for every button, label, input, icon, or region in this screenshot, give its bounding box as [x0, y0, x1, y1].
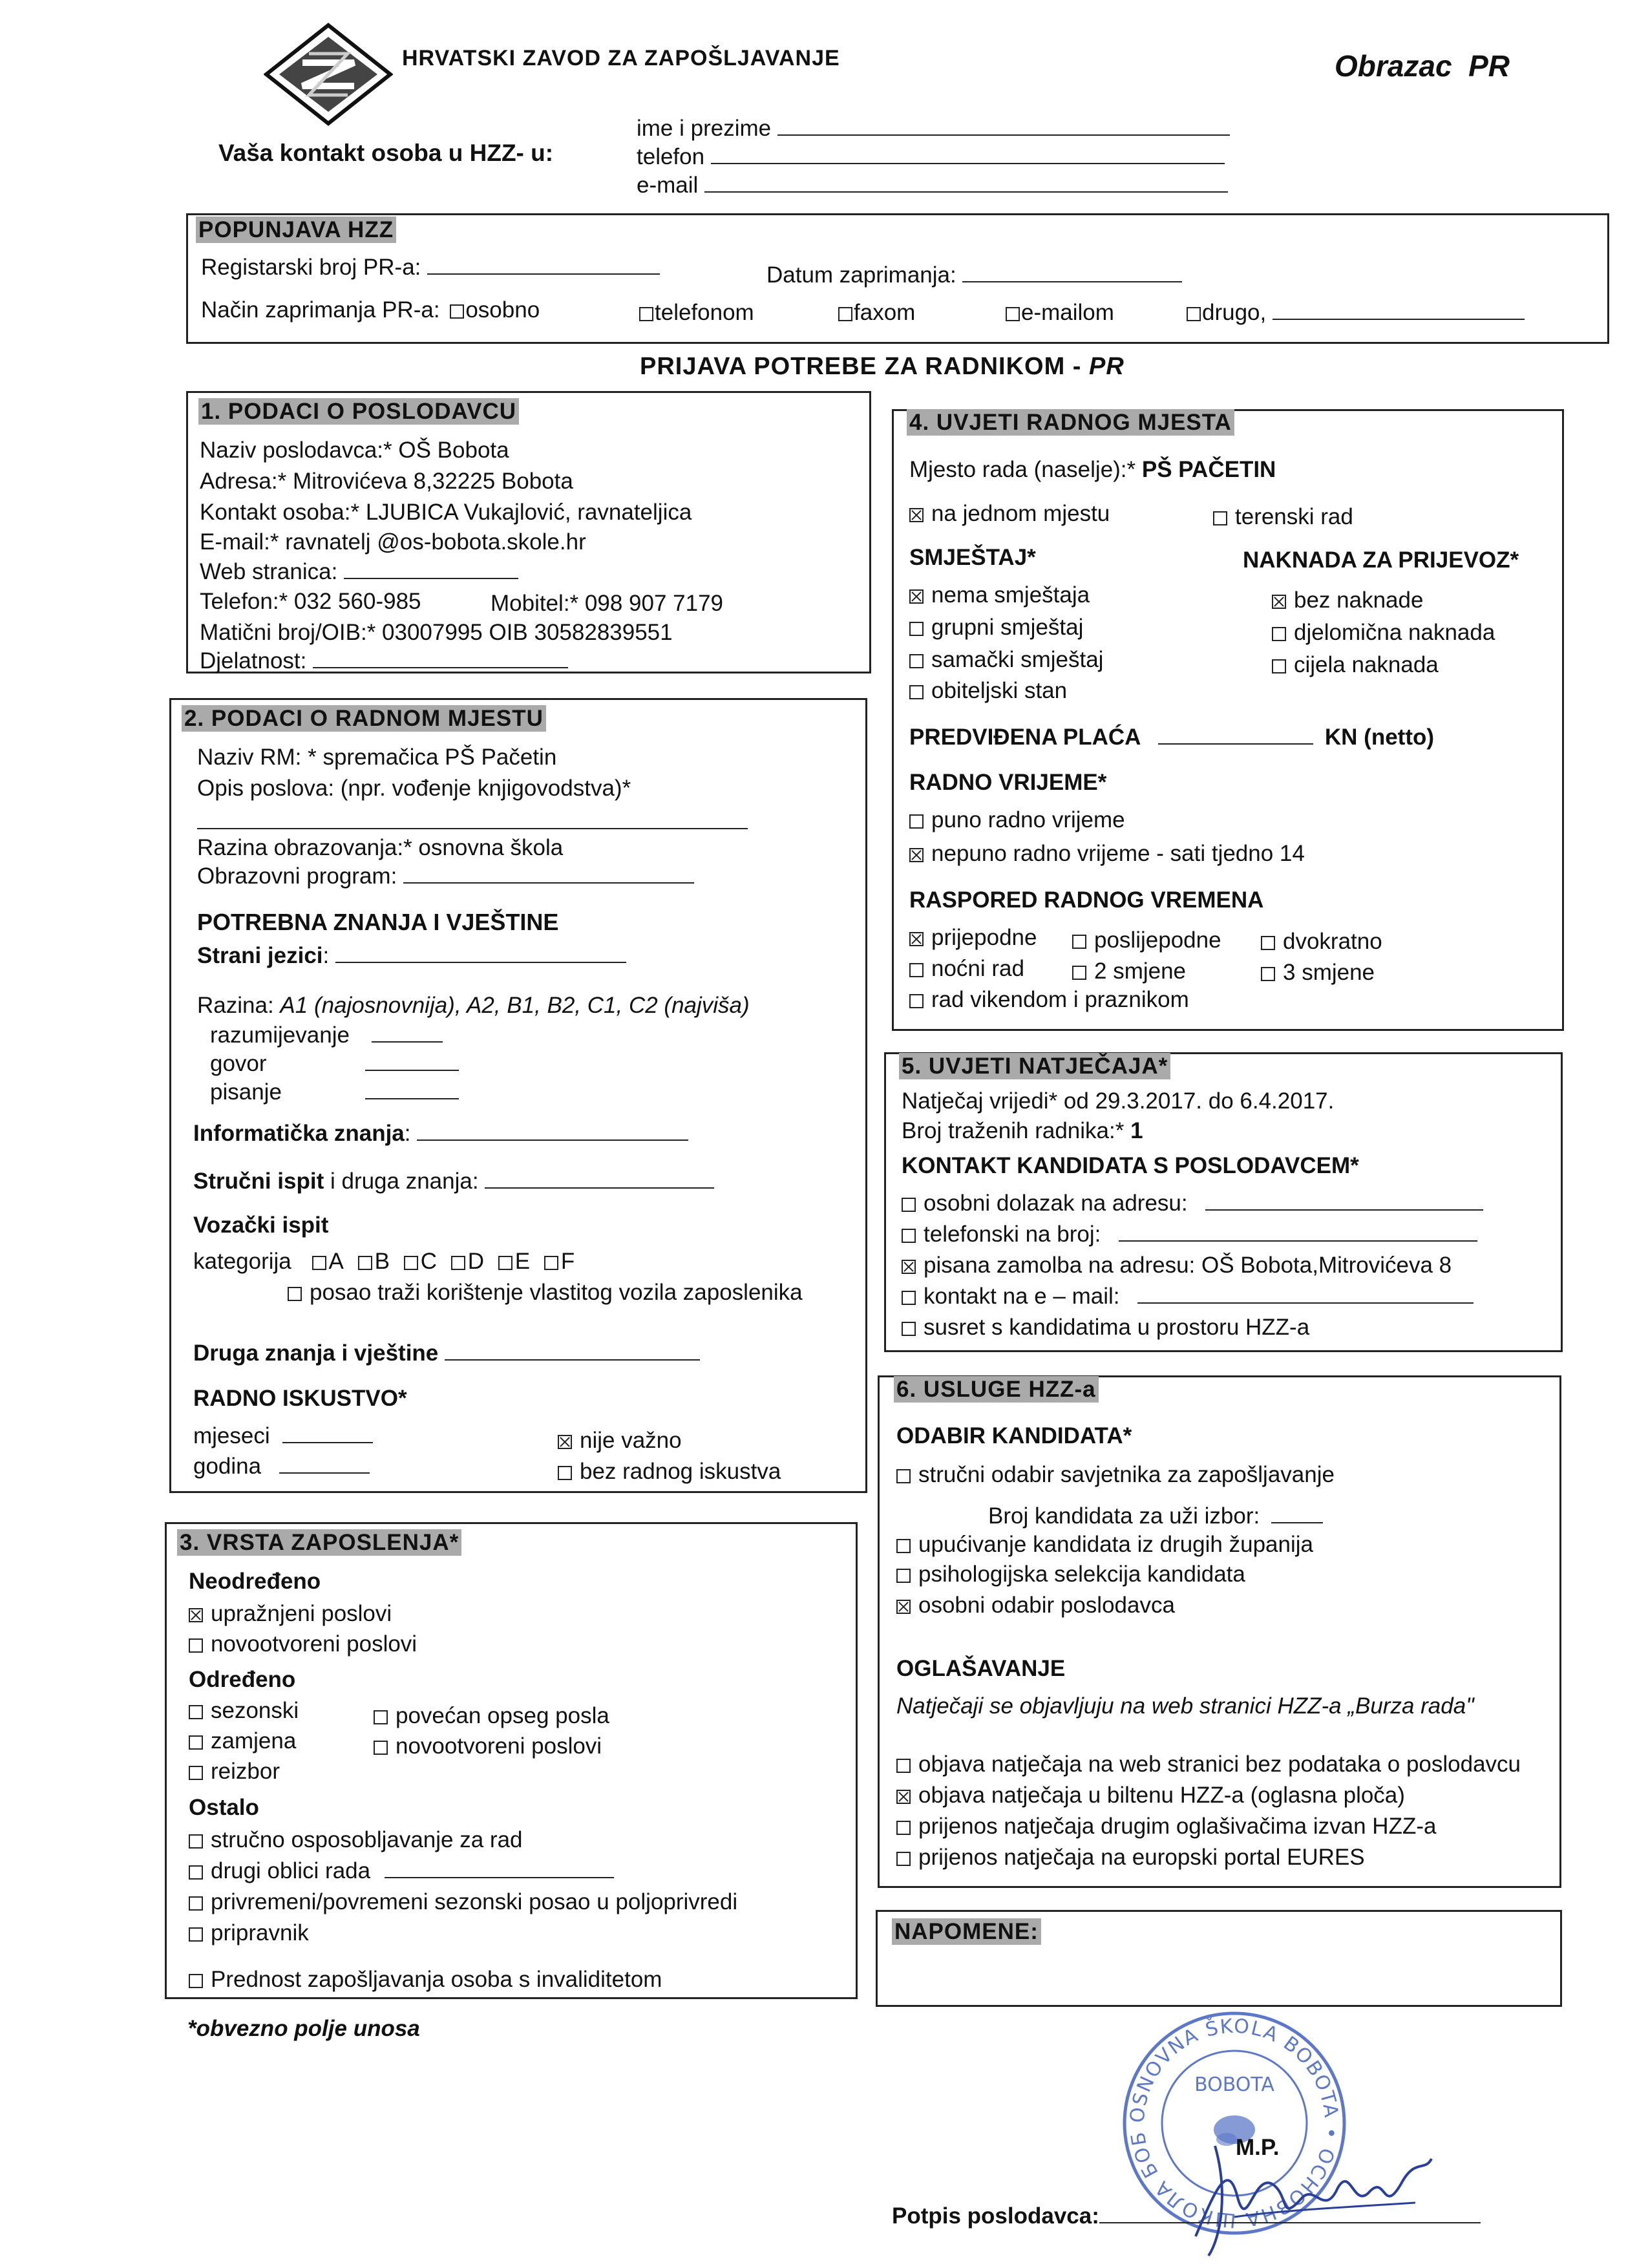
accom-single-checkbox[interactable] — [909, 654, 924, 668]
employer-contact: Kontakt osoba:* LJUBICA Vukajlović, ravnateljica — [200, 500, 692, 525]
other-seasonal-agri-label: privremeni/povremeni sezonski posao u poljoprivredi — [211, 1889, 738, 1914]
years-row[interactable] — [193, 1453, 370, 1479]
section-work-conditions — [892, 409, 1564, 1031]
method-label: Način zaprimanja PR-a: — [201, 297, 440, 323]
stamp-center-text: BOBOTA — [1194, 2073, 1274, 2096]
employer-name: Naziv poslodavca:* OŠ Bobota — [200, 438, 509, 463]
contact-hzz-checkbox[interactable] — [902, 1322, 916, 1336]
form-title: PRIJAVA POTREBE ZA RADNIKOM - PR — [640, 353, 1125, 380]
other-intern-checkbox[interactable] — [189, 1927, 203, 1942]
accom-single-label: samački smještaj — [931, 647, 1104, 672]
adv-eures-checkbox[interactable] — [896, 1852, 911, 1866]
accom-none-checkbox[interactable] — [909, 589, 924, 604]
accom-group-label: grupni smještaj — [931, 615, 1084, 640]
sel-advisor-checkbox[interactable] — [896, 1469, 911, 1483]
transport-title: NAKNADA ZA PRIJEVOZ* — [1243, 547, 1519, 573]
contact-email-label: e-mail — [637, 173, 699, 198]
other-skills-row[interactable] — [193, 1340, 700, 1366]
shortlist-row[interactable] — [988, 1503, 1323, 1529]
contact-hzz-label: susret s kandidatima u prostoru HZZ-a — [924, 1315, 1310, 1340]
schedule-morning-checkbox[interactable] — [909, 932, 924, 946]
sel-counties-checkbox[interactable] — [896, 1539, 911, 1553]
category-f-checkbox[interactable] — [544, 1256, 558, 1270]
method-fax-label: faxom — [854, 300, 916, 325]
sel-psych-label: psihologijska selekcija kandidata — [918, 1562, 1245, 1587]
contact-email-row[interactable] — [637, 172, 1228, 198]
disability-checkbox[interactable] — [189, 1974, 203, 1988]
method-other-label: drugo, — [1202, 300, 1267, 325]
activity-label: Djelatnost: — [200, 648, 307, 673]
hzz-box-header: POPUNJAVA HZZ — [196, 217, 396, 243]
notes-header: NAPOMENE: — [892, 1918, 1041, 1945]
method-other-checkbox[interactable] — [1187, 307, 1201, 321]
other-intern-label: pripravnik — [211, 1920, 309, 1945]
adv-other-checkbox[interactable] — [896, 1821, 911, 1835]
section-competition — [884, 1052, 1563, 1352]
method-telefon-checkbox[interactable] — [639, 307, 653, 321]
accom-family-checkbox[interactable] — [909, 685, 924, 699]
contact-letter-label: pisana zamolba na adresu: OŠ Bobota,Mitrovićeva 8 — [924, 1253, 1452, 1278]
transport-partial-checkbox[interactable] — [1272, 627, 1286, 641]
accommodation-title: SMJEŠTAJ* — [909, 545, 1036, 570]
employer-mobile: Mobitel:* 098 907 7179 — [491, 591, 723, 616]
worktime-title: RADNO VRIJEME* — [909, 770, 1107, 795]
hzz-box — [186, 213, 1609, 344]
indefinite-title: Neodređeno — [189, 1569, 321, 1594]
worktime-full-label: puno radno vrijeme — [931, 807, 1125, 832]
def-reelection-label: reizbor — [211, 1759, 280, 1784]
category-d-checkbox[interactable] — [451, 1256, 465, 1270]
method-email-checkbox[interactable] — [1006, 307, 1020, 321]
schedule-3shift-label: 3 smjene — [1283, 960, 1375, 985]
experience-title: RADNO ISKUSTVO* — [193, 1386, 407, 1411]
required-note: *obvezno polje unosa — [187, 2016, 420, 2041]
mp-label: M.P. — [1236, 2135, 1280, 2160]
employer-id: Matični broj/OIB:* 03007995 OIB 30582839551 — [200, 620, 673, 645]
transport-none-label: bez naknade — [1294, 588, 1424, 613]
disability-label: Prednost zapošljavanja osoba s invaliditetom — [211, 1967, 662, 1992]
job-name: Naziv RM: * spremačica PŠ Pačetin — [197, 745, 557, 770]
other-seasonal-agri-checkbox[interactable] — [189, 1896, 203, 1911]
employer-web-row[interactable] — [200, 558, 518, 585]
category-label: kategorija — [193, 1249, 291, 1274]
section-employer — [186, 391, 871, 673]
indef-new-checkbox[interactable] — [189, 1638, 203, 1653]
adv-web-label: objava natječaja na web stranici bez podataka o poslodavcu — [918, 1752, 1521, 1777]
section-employment-type — [165, 1522, 858, 1999]
other-title: Ostalo — [189, 1795, 259, 1820]
job-desc-line[interactable] — [197, 809, 748, 829]
exp-none-checkbox[interactable] — [558, 1466, 572, 1480]
it-skills-label: Informatička znanja — [193, 1121, 405, 1146]
stamp-ring-text: OSNOVNA ŠKOLA BOBOTA • ОСНОВНА ШКОЛА БОБ — [1126, 2015, 1343, 2232]
sel-employer-label: osobni odabir poslodavca — [918, 1593, 1175, 1618]
hzz-logo — [264, 23, 393, 126]
lang-writing-label: pisanje — [210, 1079, 282, 1105]
section-job — [169, 698, 867, 1493]
sel-employer-checkbox[interactable] — [896, 1600, 911, 1614]
schedule-night-checkbox[interactable] — [909, 963, 924, 977]
place-single-label: na jednom mjestu — [931, 501, 1110, 526]
other-forms-row — [189, 1858, 614, 1884]
adv-bulletin-label: objava natječaja u biltenu HZZ-a (oglasna ploča) — [918, 1783, 1405, 1808]
def-increase-label: povećan opseg posla — [396, 1703, 609, 1728]
reg-label: Registarski broj PR-a: — [201, 255, 421, 280]
lang-understanding-label: razumijevanje — [210, 1023, 350, 1048]
contact-email-row-s5 — [902, 1283, 1474, 1309]
lang-understanding-row[interactable] — [210, 1022, 443, 1048]
schedule-weekend-checkbox[interactable] — [909, 994, 924, 1008]
definite-title: Određeno — [189, 1667, 296, 1692]
place-field-label: terenski rad — [1235, 504, 1353, 529]
method-osobno-checkbox[interactable] — [450, 304, 464, 319]
adv-web-checkbox[interactable] — [896, 1759, 911, 1773]
indef-new-label: novootvoreni poslovi — [211, 1631, 417, 1657]
def-seasonal-label: sezonski — [211, 1698, 299, 1723]
section-hzz-services-header: 6. USLUGE HZZ-a — [894, 1376, 1099, 1403]
exp-not-important-label: nije važno — [580, 1428, 682, 1453]
competition-count: Broj traženih radnika:* 1 — [902, 1118, 1143, 1143]
web-label: Web stranica: — [200, 559, 338, 584]
salary-unit: KN (netto) — [1324, 725, 1435, 750]
salary-row[interactable] — [909, 724, 1434, 750]
schedule-split-label: dvokratno — [1283, 929, 1382, 954]
schedule-split-checkbox[interactable] — [1261, 936, 1275, 950]
contact-name-row[interactable] — [637, 115, 1230, 142]
def-replacement-checkbox[interactable] — [189, 1735, 203, 1750]
schedule-morning-label: prijepodne — [931, 925, 1037, 950]
sel-counties-label: upućivanje kandidata iz drugih županija — [918, 1532, 1313, 1557]
sel-psych-checkbox[interactable] — [896, 1569, 911, 1583]
exp-none-label: bez radnog iskustva — [580, 1459, 781, 1484]
level-scale: Razina: A1 (najosnovnija), A2, B1, B2, C1, C2 (najviša) — [197, 993, 750, 1018]
method-email-label: e-mailom — [1021, 300, 1114, 325]
advertising-title: OGLAŠAVANJE — [896, 1656, 1066, 1681]
def-seasonal-checkbox[interactable] — [189, 1705, 203, 1719]
notes-box[interactable] — [876, 1910, 1562, 2007]
education-level: Razina obrazovanja:* osnovna škola — [197, 835, 564, 860]
months-row[interactable] — [193, 1423, 373, 1449]
job-desc: Opis poslova: (npr. vođenje knjigovodstva)* — [197, 776, 631, 801]
date-label: Datum zaprimanja: — [766, 262, 956, 288]
employer-activity-row[interactable] — [200, 648, 568, 674]
contact-visit-row — [902, 1190, 1483, 1216]
contact-label: Vaša kontakt osoba u HZZ- u: — [218, 140, 554, 166]
lang-speaking-label: govor — [210, 1051, 267, 1076]
worktime-part-checkbox[interactable] — [909, 848, 924, 862]
category-a-checkbox[interactable] — [312, 1256, 326, 1270]
schedule-2shift-label: 2 smjene — [1094, 959, 1187, 984]
def-reelection-checkbox[interactable] — [189, 1766, 203, 1780]
method-fax-checkbox[interactable] — [838, 307, 852, 321]
employer-address: Adresa:* Mitrovićeva 8,32225 Bobota — [200, 469, 573, 494]
it-skills-row[interactable]: Informatička znanja: — [193, 1120, 688, 1147]
contact-phone-label: telefon — [637, 144, 705, 169]
adv-eures-label: prijenos natječaja na europski portal EURES — [918, 1845, 1365, 1870]
contact-letter-checkbox[interactable] — [902, 1260, 916, 1274]
category-e-checkbox[interactable] — [498, 1256, 512, 1270]
advertising-note: Natječaji se objavljuju na web stranici HZZ-a „Burza rada" — [896, 1693, 1474, 1719]
schedule-afternoon-label: poslijepodne — [1094, 927, 1221, 953]
place-field-checkbox[interactable] — [1213, 511, 1227, 525]
languages-label: Strani jezici — [197, 943, 323, 968]
languages-row[interactable]: Strani jezici: — [197, 942, 626, 969]
shortlist-label: Broj kandidata za uži izbor: — [988, 1503, 1260, 1529]
exam-row[interactable]: Stručni ispit i druga znanja: — [193, 1168, 714, 1194]
other-training-label: stručno osposobljavanje za rad — [211, 1827, 523, 1852]
def-replacement-label: zamjena — [211, 1728, 297, 1754]
contact-email-checkbox[interactable] — [902, 1291, 916, 1305]
accom-family-label: obiteljski stan — [931, 678, 1068, 703]
org-name: HRVATSKI ZAVOD ZA ZAPOŠLJAVANJE — [402, 46, 840, 70]
program-label: Obrazovni program: — [197, 864, 397, 889]
lang-writing-row[interactable] — [210, 1079, 459, 1105]
lang-speaking-row[interactable] — [210, 1050, 459, 1077]
own-vehicle-label: posao traži korištenje vlastitog vozila zaposlenika — [310, 1280, 803, 1305]
other-forms-line[interactable] — [385, 1858, 614, 1878]
schedule-afternoon-checkbox[interactable] — [1072, 935, 1086, 949]
other-forms-label: drugi oblici rada — [211, 1858, 371, 1883]
adv-bulletin-checkbox[interactable] — [896, 1790, 911, 1804]
form-name: Obrazac PR — [1335, 49, 1510, 83]
indef-vacant-label: upražnjeni poslovi — [211, 1601, 392, 1626]
def-new-checkbox[interactable] — [374, 1741, 388, 1755]
method-telefon-label: telefonom — [655, 300, 754, 325]
transport-none-checkbox[interactable] — [1272, 595, 1286, 609]
contact-visit-checkbox[interactable] — [902, 1198, 916, 1212]
transport-partial-label: djelomična naknada — [1294, 620, 1495, 645]
schedule-title: RASPORED RADNOG VREMENA — [909, 887, 1264, 913]
contact-email-label-s5: kontakt na e – mail: — [924, 1284, 1120, 1309]
signature-scribble — [1176, 2120, 1448, 2262]
work-place: Mjesto rada (naselje):* PŠ PAČETIN — [909, 457, 1276, 482]
contact-phone-label-s5: telefonski na broj: — [924, 1222, 1101, 1247]
contact-name-label: ime i prezime — [637, 116, 772, 141]
driving-categories: kategorija A B C D E F — [193, 1249, 575, 1274]
employer-email: E-mail:* ravnatelj @os-bobota.skole.hr — [200, 529, 586, 555]
method-osobno-label: osobno — [465, 297, 540, 323]
schedule-weekend-label: rad vikendom i praznikom — [931, 987, 1189, 1012]
place-single-checkbox[interactable] — [909, 508, 924, 522]
months-label: mjeseci — [193, 1423, 270, 1448]
contact-phone-line[interactable] — [1119, 1221, 1477, 1242]
adv-other-label: prijenos natječaja drugim oglašivačima izvan HZZ-a — [918, 1814, 1437, 1839]
exam-label: Stručni ispit — [193, 1169, 324, 1194]
accom-none-label: nema smještaja — [931, 582, 1090, 608]
accom-group-checkbox[interactable] — [909, 622, 924, 636]
contact-email-line[interactable] — [1137, 1283, 1474, 1304]
other-training-checkbox[interactable] — [189, 1834, 203, 1849]
section-employer-header: 1. PODACI O POSLODAVCU — [198, 398, 519, 425]
program-row[interactable] — [197, 863, 694, 889]
worktime-full-checkbox[interactable] — [909, 814, 924, 829]
contact-visit-label: osobni dolazak na adresu: — [924, 1191, 1188, 1216]
exp-not-important-checkbox[interactable] — [558, 1435, 572, 1449]
date-row[interactable] — [766, 262, 1182, 288]
driving-title: Vozački ispit — [193, 1213, 329, 1238]
section-work-conditions-header: 4. UVJETI RADNOG MJESTA — [907, 409, 1234, 436]
contact-phone-row-s5 — [902, 1221, 1477, 1247]
def-increase-checkbox[interactable] — [374, 1710, 388, 1724]
other-skills-label: Druga znanja i vještine — [193, 1341, 439, 1366]
contact-visit-line[interactable] — [1205, 1190, 1483, 1211]
contact-phone-row[interactable] — [637, 143, 1225, 170]
salary-label: PREDVIĐENA PLAĆA — [909, 725, 1141, 750]
schedule-2shift-checkbox[interactable] — [1072, 966, 1086, 980]
signature-label: Potpis poslodavca: — [892, 2203, 1099, 2229]
section-job-header: 2. PODACI O RADNOM MJESTU — [182, 705, 546, 732]
section-employment-type-header: 3. VRSTA ZAPOSLENJA* — [177, 1529, 461, 1556]
competition-valid: Natječaj vrijedi* od 29.3.2017. do 6.4.2017. — [902, 1088, 1335, 1114]
other-forms-checkbox[interactable] — [189, 1865, 203, 1880]
contact-candidates-title: KONTAKT KANDIDATA S POSLODAVCEM* — [902, 1153, 1359, 1178]
employer-phone: Telefon:* 032 560-985 — [200, 589, 421, 614]
transport-full-label: cijela naknada — [1294, 652, 1439, 677]
indef-vacant-checkbox[interactable] — [189, 1608, 203, 1622]
transport-full-checkbox[interactable] — [1272, 659, 1286, 673]
selection-title: ODABIR KANDIDATA* — [896, 1423, 1132, 1448]
skills-title: POTREBNA ZNANJA I VJEŠTINE — [197, 909, 559, 935]
sel-advisor-label: stručni odabir savjetnika za zapošljavanje — [918, 1462, 1335, 1487]
schedule-night-label: noćni rad — [931, 956, 1024, 981]
years-label: godina — [193, 1454, 262, 1479]
section-competition-header: 5. UVJETI NATJEČAJA* — [899, 1053, 1170, 1079]
schedule-3shift-checkbox[interactable] — [1261, 967, 1275, 981]
contact-phone-checkbox[interactable] — [902, 1229, 916, 1243]
category-c-checkbox[interactable] — [404, 1256, 418, 1270]
method-row — [201, 297, 540, 323]
worktime-part-label: nepuno radno vrijeme - sati tjedno 14 — [931, 841, 1305, 866]
def-new-label: novootvoreni poslovi — [396, 1733, 602, 1759]
reg-number-row[interactable] — [201, 254, 660, 281]
category-b-checkbox[interactable] — [358, 1256, 372, 1270]
section-hzz-services — [878, 1375, 1561, 1888]
own-vehicle-checkbox[interactable] — [288, 1287, 302, 1301]
